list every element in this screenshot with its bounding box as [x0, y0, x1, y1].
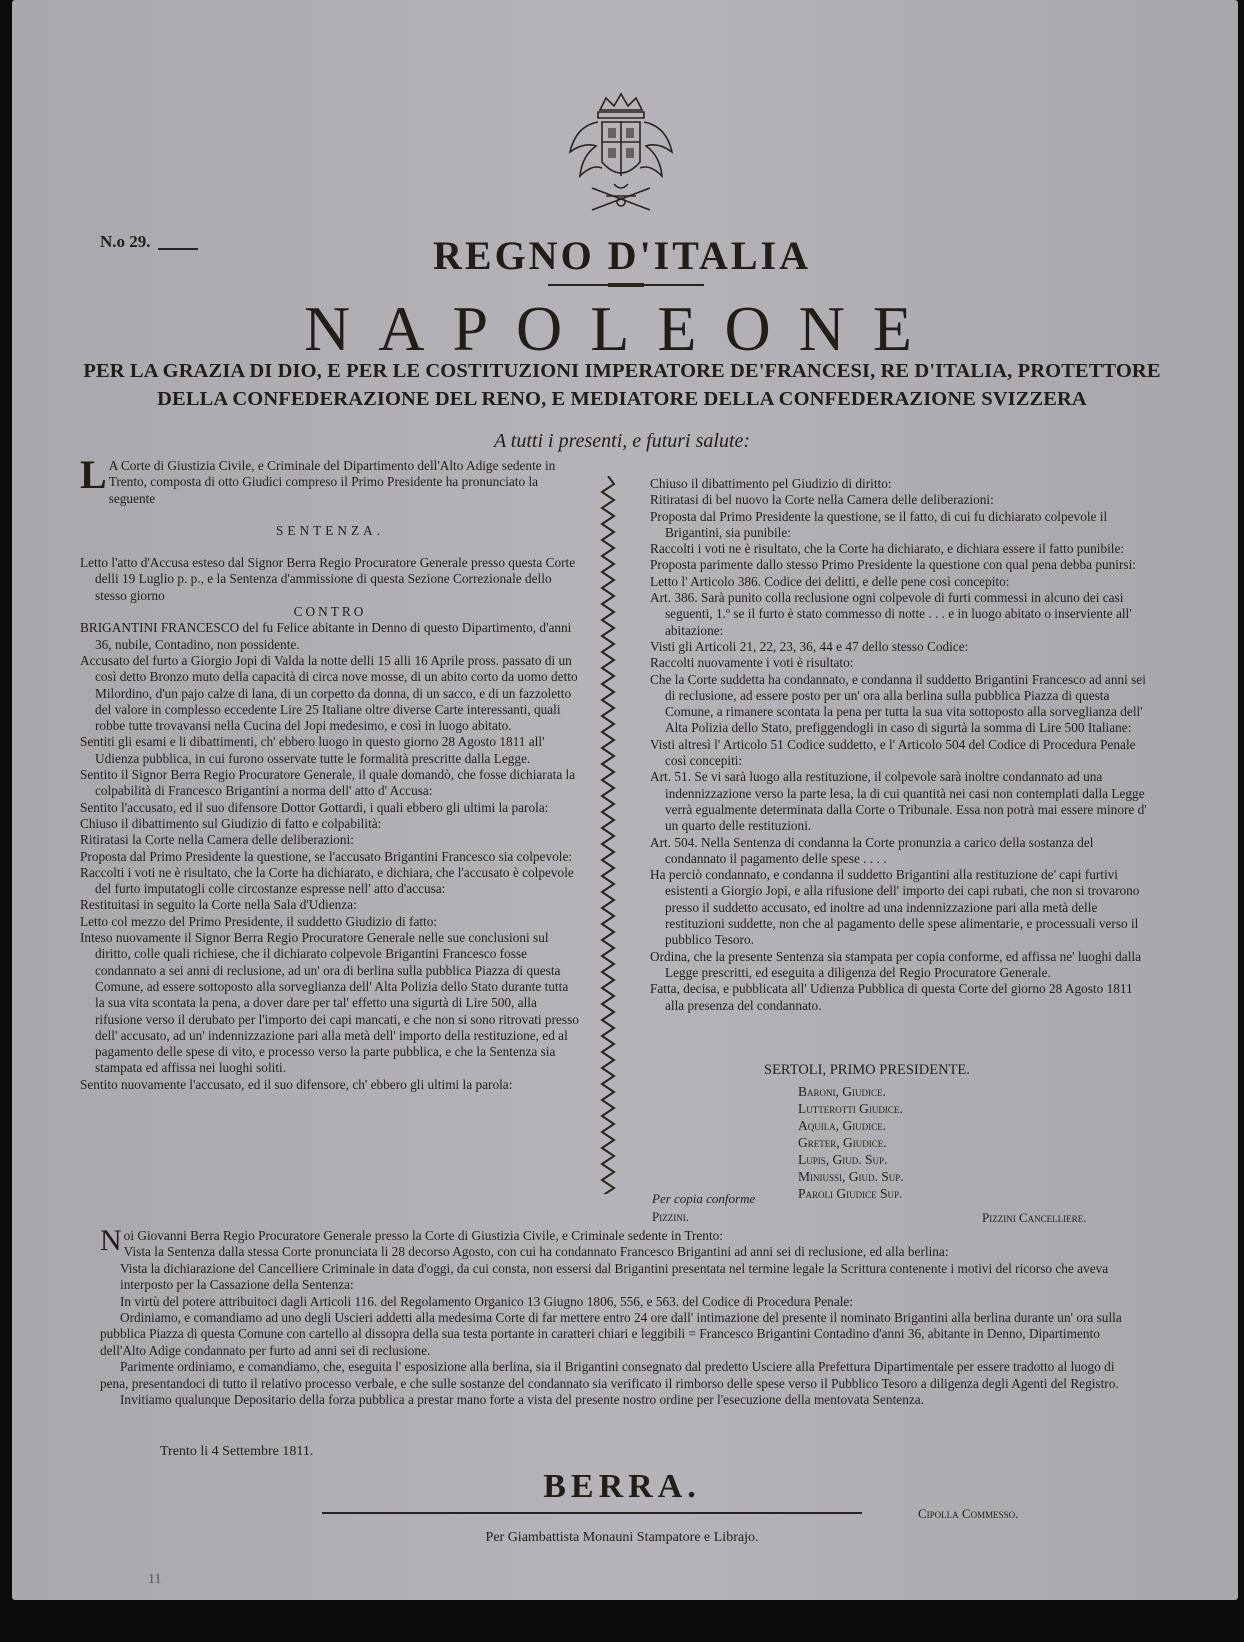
judge-signature: Aquila, Giudice. — [798, 1118, 887, 1133]
left-column — [80, 452, 580, 1093]
order-intro-text: oi Giovanni Berra Regio Procuratore Generale presso la Corte di Giustizia Civile, e Criminale sedente in Trento: — [123, 1228, 723, 1243]
sentenza-heading: SENTENZA. — [275, 522, 385, 538]
paragraph: Ha perciò condannato, e condanna il suddetto Brigantini alla restituzione de' capi furtivi esistenti a Giorgio Jopi, e alla rifusione dell' importo dei capi rubati, che non si trovarono presso il suddetto accusato, ed inoltre ad una indennizzazione pari alla metà delle restituzioni suddette, non che al pagamento delle spese alimentarie, e processuali verso il pubblico Tesoro. — [650, 867, 1140, 948]
order-paragraph: In virtù del potere attribuitoci dagli Articoli 116. del Regolamento Organico 13 Giugno 1806, 556, e 563. del Codice di Procedura Penale: — [120, 1293, 854, 1309]
drop-cap: N — [100, 1224, 122, 1257]
paragraph: Letto l' Articolo 386. Codice dei delitti, e delle pene così concepito: — [650, 573, 1010, 589]
coat-of-arms-emblem — [562, 92, 680, 216]
place-and-date: Trento li 4 Settembre 1811. — [160, 1444, 314, 1459]
paragraph: Visti altresì l' Articolo 51 Codice suddetto, e l' Articolo 504 del Codice di Procedura Penale così concepiti: — [650, 736, 1136, 769]
contro-heading: CONTRO — [293, 604, 367, 620]
paragraph: Art. 386. Sarà punito colla reclusione ogni colpevole di furti commessi in alcuno dei casi seguenti, 1.º se il furto è stato commesso di notte . . . e in luogo abitato o inserviente all' abitazione: — [650, 590, 1132, 638]
kingdom-heading: REGNO D'ITALIA — [433, 233, 811, 278]
paragraph: Ordina, che la presente Sentenza sia stampata per copia conforme, ed affissa ne' luoghi dalla Legge prescritti, ed eseguita a diligenza del Regio Procuratore Generale. — [650, 948, 1141, 980]
judge-signature: Lupis, Giud. Sup. — [798, 1152, 888, 1167]
paragraph: Sentiti gli esami e li dibattimenti, ch' ebbero luogo in questo giorno 28 Agosto 1811 all' Udienza pubblica, in cui furono osservate tutte le formalità prescritte dalla Legge. — [80, 734, 545, 766]
judge-signature: Lutterotti Giudice. — [798, 1101, 903, 1116]
paragraph: Ritiratasi di bel nuovo la Corte nella Camera delle deliberazioni: — [650, 492, 994, 508]
paragraph: Visti gli Articoli 21, 22, 23, 36, 44 e 47 dello stesso Codice: — [650, 638, 969, 654]
order-paragraph: Vista la Sentenza dalla stessa Corte pronunciata li 28 decorso Agosto, con cui ha condannato Francesco Brigantini ad anni sei di reclusione, ed alla berlina: — [123, 1244, 949, 1260]
pencil-mark: 11 — [148, 1572, 162, 1587]
chancellor-signature: Pizzini Cancelliere. — [982, 1210, 1087, 1225]
paragraph: Proposta dal Primo Presidente la questione, se il fatto, di cui fu dichiarato colpevole il Brigantini, sia punibile: — [650, 508, 1108, 540]
copy-label: Per copia conforme — [652, 1191, 756, 1206]
ornamental-rule — [548, 283, 704, 287]
printer-imprint: Per Giambattista Monauni Stampatore e Librajo. — [485, 1530, 759, 1545]
certified-copy-note — [652, 1190, 755, 1226]
paragraph: Inteso nuovamente il Signor Berra Regio Procuratore Generale nelle sue conclusioni sul diritto, colle quali richiese, che il dichiarato colpevole Brigantini Francesco fosse condannato a sei anni di reclusione, ad un' ora di berlina sulla pubblica Piazza di questa Comune, ad essere sottoposto alla sorveglianza dell' Alta Polizia dello Stato durante tutta la sua vita scontata la pena, a dover dare per tal' effetto una sigurtà di Lire 500, alla rifusione verso il derubato per l'importo dei capi mancati, e che non si sono ritrovati presso dell' accusato, ad un' indennizzazione pari alla metà dell' importo della restituzione, ed al pagamento delle spese di vito, e processo verso la parte pubblica, e che la Sentenza sia stampata ed affissa nei luoghi soliti. — [80, 930, 579, 1076]
titles-line-1: PER LA GRAZIA DI DIO, E PER LE COSTITUZIONI IMPERATORE DE'FRANCESI, RE D'ITALIA, PROTETTORE — [83, 360, 1161, 382]
paragraph: Sentito l'accusato, ed il suo difensore Dottor Gottardi, i quali ebbero gli ultimi la parola: — [80, 799, 549, 815]
paragraph: Accusato del furto a Giorgio Jopi di Valda la notte delli 15 alli 16 Aprile pross. passato di un così detto Bronzo muto della capacità di circa nove mosse, di un abito corto da uomo detto Milordino, d'un pajo calze di lana, di un corpetto da donna, di un sacco, e di un fazzoletto del valore in complesso eccedente Lire 25 Italiane oltre diverse Carte interessanti, quali robbe tutte trovavansi nella Cucina del Jopi medesimo, e così in luogo abitato. — [80, 652, 578, 734]
judge-signature: Miniussi, Giud. Sup. — [798, 1169, 904, 1184]
clerk-signature: Cipolla Commesso. — [918, 1506, 1019, 1521]
column-divider-ornament — [600, 476, 616, 1194]
paragraph: Raccolti i voti ne è risultato, che la Corte ha dichiarato, e dichiara, che l'accusato è colpevole del furto imputatogli colle circostanze espresse nell' atto d'accusa: — [80, 864, 574, 897]
paragraph: Proposta parimente dallo stesso Primo Presidente la questione con qual pena debba punirsi: — [650, 557, 1136, 573]
paragraph: Letto col mezzo del Primo Presidente, il suddetto Giudizio di fatto: — [80, 913, 438, 929]
judge-signature: Baroni, Giudice. — [798, 1084, 886, 1099]
paragraph: BRIGANTINI FRANCESCO del fu Felice abitante in Denno di questo Dipartimento, d'anni 36, nubile, Contadino, non possidente. — [80, 620, 572, 652]
order-paragraph: Parimente ordiniamo, e comandiamo, che, eseguita l' esposizione alla berlina, sia il Brigantini consegnato dal predetto Usciere alla Prefettura Dipartimentale per essere tradotto al luogo di pena, presentandoci di tutto il relativo processo verbale, e che sulle sostanze del condannato sia verificato il rimborso delle spese verso il Pubblico Tesoro a diligenza degli Agenti del Registro. — [100, 1359, 1119, 1391]
ruler-titles — [80, 357, 1164, 413]
prosecutor-signature: BERRA. — [543, 1468, 701, 1505]
judge-signature: Paroli Giudice Sup. — [798, 1186, 903, 1201]
greeting: A tutti i presenti, e futuri salute: — [493, 430, 751, 452]
drop-cap: L — [80, 452, 107, 497]
order-paragraph: Invitiamo qualunque Depositario della forza pubblica a prestar mano forte a vista del presente nostro ordine per l'esecuzione della mentovata Sentenza. — [120, 1392, 924, 1408]
paragraph: Chiuso il dibattimento sul Giudizio di fatto e colpabilità: — [80, 815, 382, 831]
document-number: N.o 29. — [100, 232, 151, 251]
paragraph: Ritiratasi la Corte nella Camera delle deliberazioni: — [80, 832, 354, 848]
judge-signature: Greter, Giudice. — [798, 1135, 887, 1150]
paragraph: Sentito il Signor Berra Regio Procuratore Generale, il quale domandò, che fosse dichiarata la colpabilità di Francesco Brigantini a norma dell' atto d' Accusa: — [80, 767, 576, 799]
paragraph: Restituitasi in seguito la Corte nella Sala d'Udienza: — [80, 897, 357, 913]
signature-block — [764, 1062, 1164, 1202]
prosecutor-order — [100, 1224, 1140, 1408]
paragraph: Sentito nuovamente l'accusato, ed il suo difensore, ch' ebbero gli ultimi la parola: — [80, 1076, 513, 1092]
ruler-name: NAPOLEONE — [304, 293, 940, 364]
paragraph: Letto l'atto d'Accusa esteso dal Signor Berra Regio Procuratore Generale presso questa Corte delli 19 Luglio p. p., e la Sentenza d'ammissione di questa Sezione Correzionale dello stesso giorno — [80, 555, 576, 603]
copy-signer: Pizzini. — [652, 1209, 689, 1224]
paragraph: Raccolti nuovamente i voti è risultato: — [650, 655, 854, 671]
intro-text: A Corte di Giustizia Civile, e Criminale del Dipartimento dell'Alto Adige sedente in Trento, composta di otto Giudici compreso il Primo Presidente ha pronunciato la seguente — [108, 458, 556, 506]
paragraph: Fatta, decisa, e pubblicata all' Udienza Pubblica di questa Corte del giorno 28 Agosto 1811 alla presenza del condannato. — [650, 981, 1133, 1013]
intro-paragraph — [80, 452, 580, 507]
order-paragraph: Vista la dichiarazione del Cancelliere Criminale in data d'oggi, da cui consta, non essersi dal Brigantini presentata nel termine legale la Scrittura contenente i motivi del ricorso che aveva interposto per la Cassazione della Sentenza: — [120, 1260, 1109, 1293]
paragraph: Chiuso il dibattimento pel Giudizio di diritto: — [650, 476, 892, 491]
right-column — [650, 476, 1150, 1014]
order-paragraph: Ordiniamo, e comandiamo ad uno degli Uscieri addetti alla medesima Corte di far mettere entro 24 ore dall' intimazione del presente il nominato Brigantini alla berlina durante un' ora sulla pubblica Piazza di questa Comune con cartello al dissopra della sua testa portante in caratteri chiari e leggibili = Francesco Brigantini Contadino d'anni 36, abitante in Denno, Dipartimento dell'Alto Adige condannato per furto ad anni sei di reclusione. — [100, 1310, 1122, 1358]
footer-rule — [322, 1512, 862, 1514]
paragraph: Raccolti i voti ne è risultato, che la Corte ha dichiarato, e dichiara essere il fatto punibile: — [650, 541, 1125, 557]
paragraph: Art. 51. Se vi sarà luogo alla restituzione, il colpevole sarà inoltre condannato ad una indennizzazione verso la parte lesa, la di cui quantità nei casi non contemplati dalla Legge verrà egualmente determinata dalla Corte o Tribunale. Essa non potrà mai essere minore d' un quarto delle restituzioni. — [650, 769, 1147, 834]
president-signature: SERTOLI, PRIMO PRESIDENTE. — [764, 1062, 970, 1078]
paragraph: Art. 504. Nella Sentenza di condanna la Corte pronunzia a carico della sostanza del condannato il pagamento delle spese . . . . — [650, 834, 1094, 866]
paragraph: Proposta dal Primo Presidente la questione, se l'accusato Brigantini Francesco sia colpevole: — [80, 848, 573, 864]
titles-line-2: DELLA CONFEDERAZIONE DEL RENO, E MEDIATORE DELLA CONFEDERAZIONE SVIZZERA — [157, 388, 1087, 410]
paragraph: Che la Corte suddetta ha condannato, e condanna il suddetto Brigantini Francesco ad anni sei di reclusione, ad essere posto per un' ora alla berlina sulla pubblica Piazza di questa Comune, a rimanere scontata la pena per tutta la sua vita sottoposto alla sorveglianza dell' Alta Polizia dello Stato, prefiggendogli in caso di sigurtà la somma di Lire 500 Italiane: — [650, 671, 1146, 736]
